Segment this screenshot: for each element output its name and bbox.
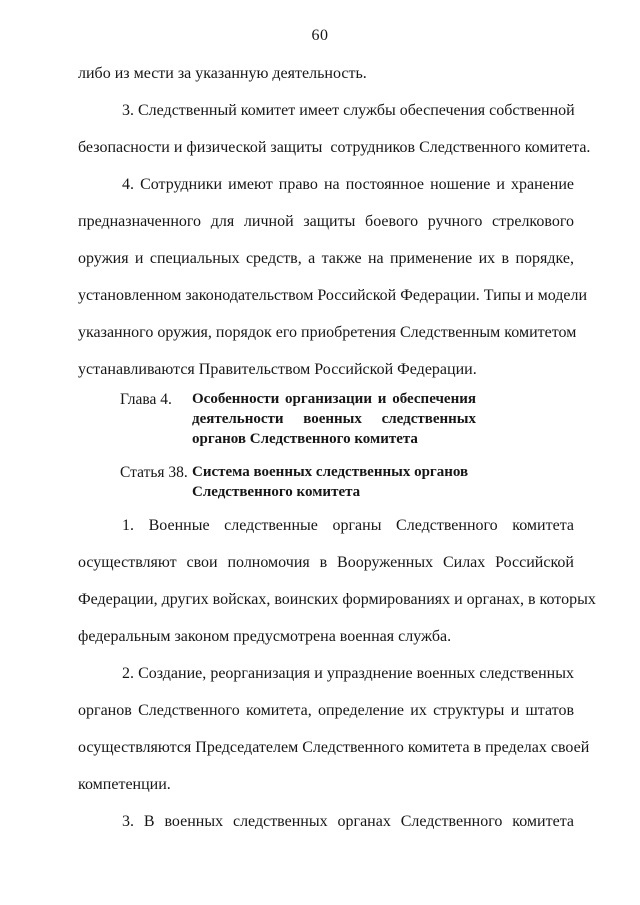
- chapter-heading-label: Глава 4.: [120, 391, 172, 408]
- text-line: Федерации, других войсках, воинских формированиях и органах, в которых: [78, 591, 596, 608]
- text-line: 1. Военные следственные органы Следственного комитета: [122, 517, 574, 534]
- text-line: органов Следственного комитета, определение их структуры и штатов: [78, 702, 574, 719]
- paragraph: [78, 803, 574, 840]
- text-line: установленном законодательством Российской Федерации. Типы и модели: [78, 287, 588, 304]
- text-line: компетенции.: [78, 776, 171, 793]
- paragraph: [78, 55, 574, 92]
- text-line: федеральным законом предусмотрена военная служба.: [78, 628, 452, 645]
- heading-text-line: органов Следственного комитета: [192, 431, 418, 447]
- text-line: предназначенного для личной защиты боевого ручного стрелкового: [78, 213, 574, 230]
- heading-text-line: Система военных следственных органов: [192, 464, 469, 480]
- heading-text-line: Особенности организации и обеспечения: [192, 391, 476, 407]
- text-line: осуществляют свои полномочия в Вооруженных Силах Российской: [78, 554, 574, 571]
- page-content: [78, 55, 596, 840]
- article-heading-label: Статья 38.: [120, 464, 188, 481]
- text-line: безопасности и физической защиты сотрудников Следственного комитета.: [78, 139, 591, 156]
- text-line: 3. В военных следственных органах Следственного комитета: [122, 813, 574, 830]
- text-line: указанного оружия, порядок его приобретения Следственным комитетом: [78, 324, 577, 341]
- page-number: 60: [311, 27, 329, 44]
- text-line: осуществляются Председателем Следственного комитета в пределах своей: [78, 739, 590, 756]
- text-line: 2. Создание, реорганизация и упразднение военных следственных: [122, 665, 574, 682]
- article-heading-title: [192, 462, 476, 502]
- text-line: оружия и специальных средств, а также на применение их в порядке,: [78, 250, 574, 267]
- article-heading: [120, 462, 574, 502]
- text-line: либо из мести за указанную деятельность.: [78, 65, 367, 82]
- text-line: 3. Следственный комитет имеет службы обеспечения собственной: [122, 102, 575, 119]
- text-line: 4. Сотрудники имеют право на постоянное ношение и хранение: [122, 176, 574, 193]
- paragraph: [78, 507, 596, 655]
- paragraph: [78, 166, 588, 388]
- paragraph: [78, 655, 590, 803]
- paragraph: [78, 92, 591, 166]
- chapter-heading: [120, 389, 574, 449]
- text-line: устанавливаются Правительством Российской Федерации.: [78, 361, 477, 378]
- heading-text-line: деятельности военных следственных: [192, 411, 476, 427]
- heading-text-line: Следственного комитета: [192, 484, 361, 500]
- chapter-heading-title: [192, 389, 476, 449]
